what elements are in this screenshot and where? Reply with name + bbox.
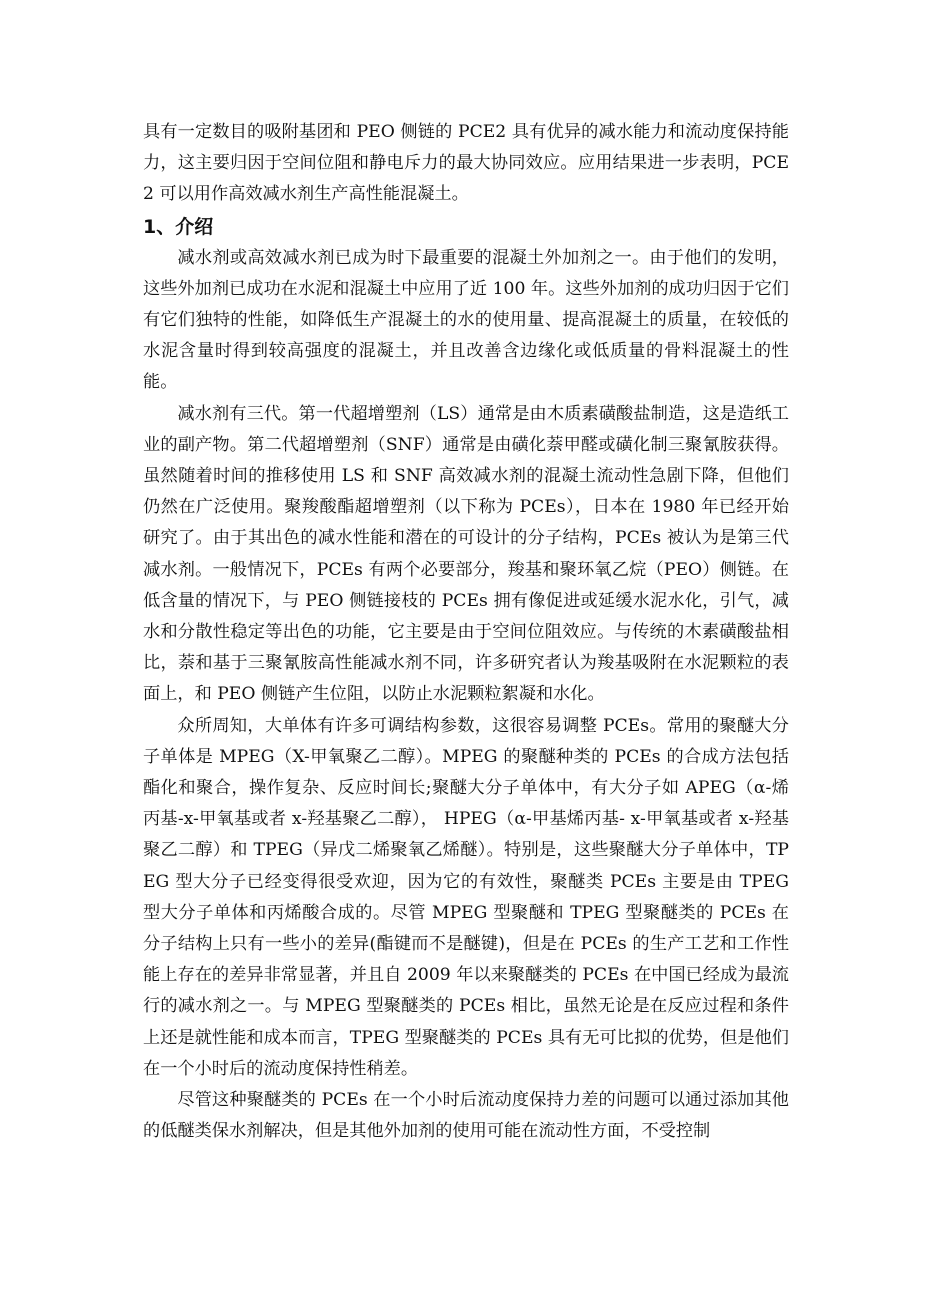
- body-paragraph: 减水剂有三代。第一代超增塑剂（LS）通常是由木质素磺酸盐制造，这是造纸工业的副产物。第二代超增塑剂（SNF）通常是由磺化萘甲醛或磺化制三聚氰胺获得。虽然随着时间的推移使用 LS 和 SNF 高效减水剂的混凝土流动性急剧下降，但他们仍然在广泛使用。聚羧酸酯超增塑剂（以下称为 PCEs），日本在 1980 年已经开始研究了。由于其出色的减水性能和潜在的可设计的分子结构，PCEs 被认为是第三代减水剂。一般情况下，PCEs 有两个必要部分，羧基和聚环氧乙烷（PEO）侧链。在低含量的情况下，与 PEO 侧链接枝的 PCEs 拥有像促进或延缓水泥水化，引气，减水和分散性稳定等出色的功能，它主要是由于空间位阻效应。与传统的木素磺酸盐相比，萘和基于三聚氰胺高性能减水剂不同，许多研究者认为羧基吸附在水泥颗粒的表面上，和 PEO 侧链产生位阻，以防止水泥颗粒絮凝和水化。: [143, 403, 789, 705]
- body-paragraph: 众所周知，大单体有许多可调结构参数，这很容易调整 PCEs。常用的聚醚大分子单体是 MPEG（X-甲氧聚乙二醇）。MPEG 的聚醚种类的 PCEs 的合成方法包括酯化和聚合，操作复杂、反应时间长;聚醚大分子单体中，有大分子如 APEG（α-烯丙基-x-甲氧基或者 x-羟基聚乙二醇）， HPEG（α-甲基烯丙基- x-甲氧基或者 x-羟基聚乙二醇）和 TPEG（异戊二烯聚氧乙烯醚）。特别是，这些聚醚大分子单体中，TPEG 型大分子已经变得很受欢迎，因为它的有效性，聚醚类 PCEs 主要是由 TPEG 型大分子单体和丙烯酸合成的。尽管 MPEG 型聚醚和 TPEG 型聚醚类的 PCEs 在分子结构上只有一些小的差异(酯键而不是醚键)，但是在 PCEs 的生产工艺和工作性能上存在的差异非常显著，并且自 2009 年以来聚醚类的 PCEs 在中国已经成为最流行的减水剂之一。与 MPEG 型聚醚类的 PCEs 相比，虽然无论是在反应过程和条件上还是就性能和成本而言，TPEG 型聚醚类的 PCEs 具有无可比拟的优势，但是他们在一个小时后的流动度保持性稍差。: [143, 715, 789, 1079]
- section-heading-introduction: 1、介绍: [143, 215, 214, 238]
- intro-continuation-paragraph: 具有一定数目的吸附基团和 PEO 侧链的 PCE2 具有优异的减水能力和流动度保持能力，这主要归因于空间位阻和静电斥力的最大协同效应。应用结果进一步表明，PCE2 可以用作高效减水剂生产高性能混凝土。: [143, 122, 789, 205]
- body-paragraph: 减水剂或高效减水剂已成为时下最重要的混凝土外加剂之一。由于他们的发明，这些外加剂已成功在水泥和混凝土中应用了近 100 年。这些外加剂的成功归因于它们有它们独特的性能，如降低生产混凝土的水的使用量、提高混凝土的质量，在较低的水泥含量时得到较高强度的混凝土，并且改善含边缘化或低质量的骨料混凝土的性能。: [143, 247, 789, 393]
- document-page: [143, 117, 789, 1148]
- body-paragraph: 尽管这种聚醚类的 PCEs 在一个小时后流动度保持力差的问题可以通过添加其他的低醚类保水剂解决，但是其他外加剂的使用可能在流动性方面，不受控制: [143, 1090, 789, 1142]
